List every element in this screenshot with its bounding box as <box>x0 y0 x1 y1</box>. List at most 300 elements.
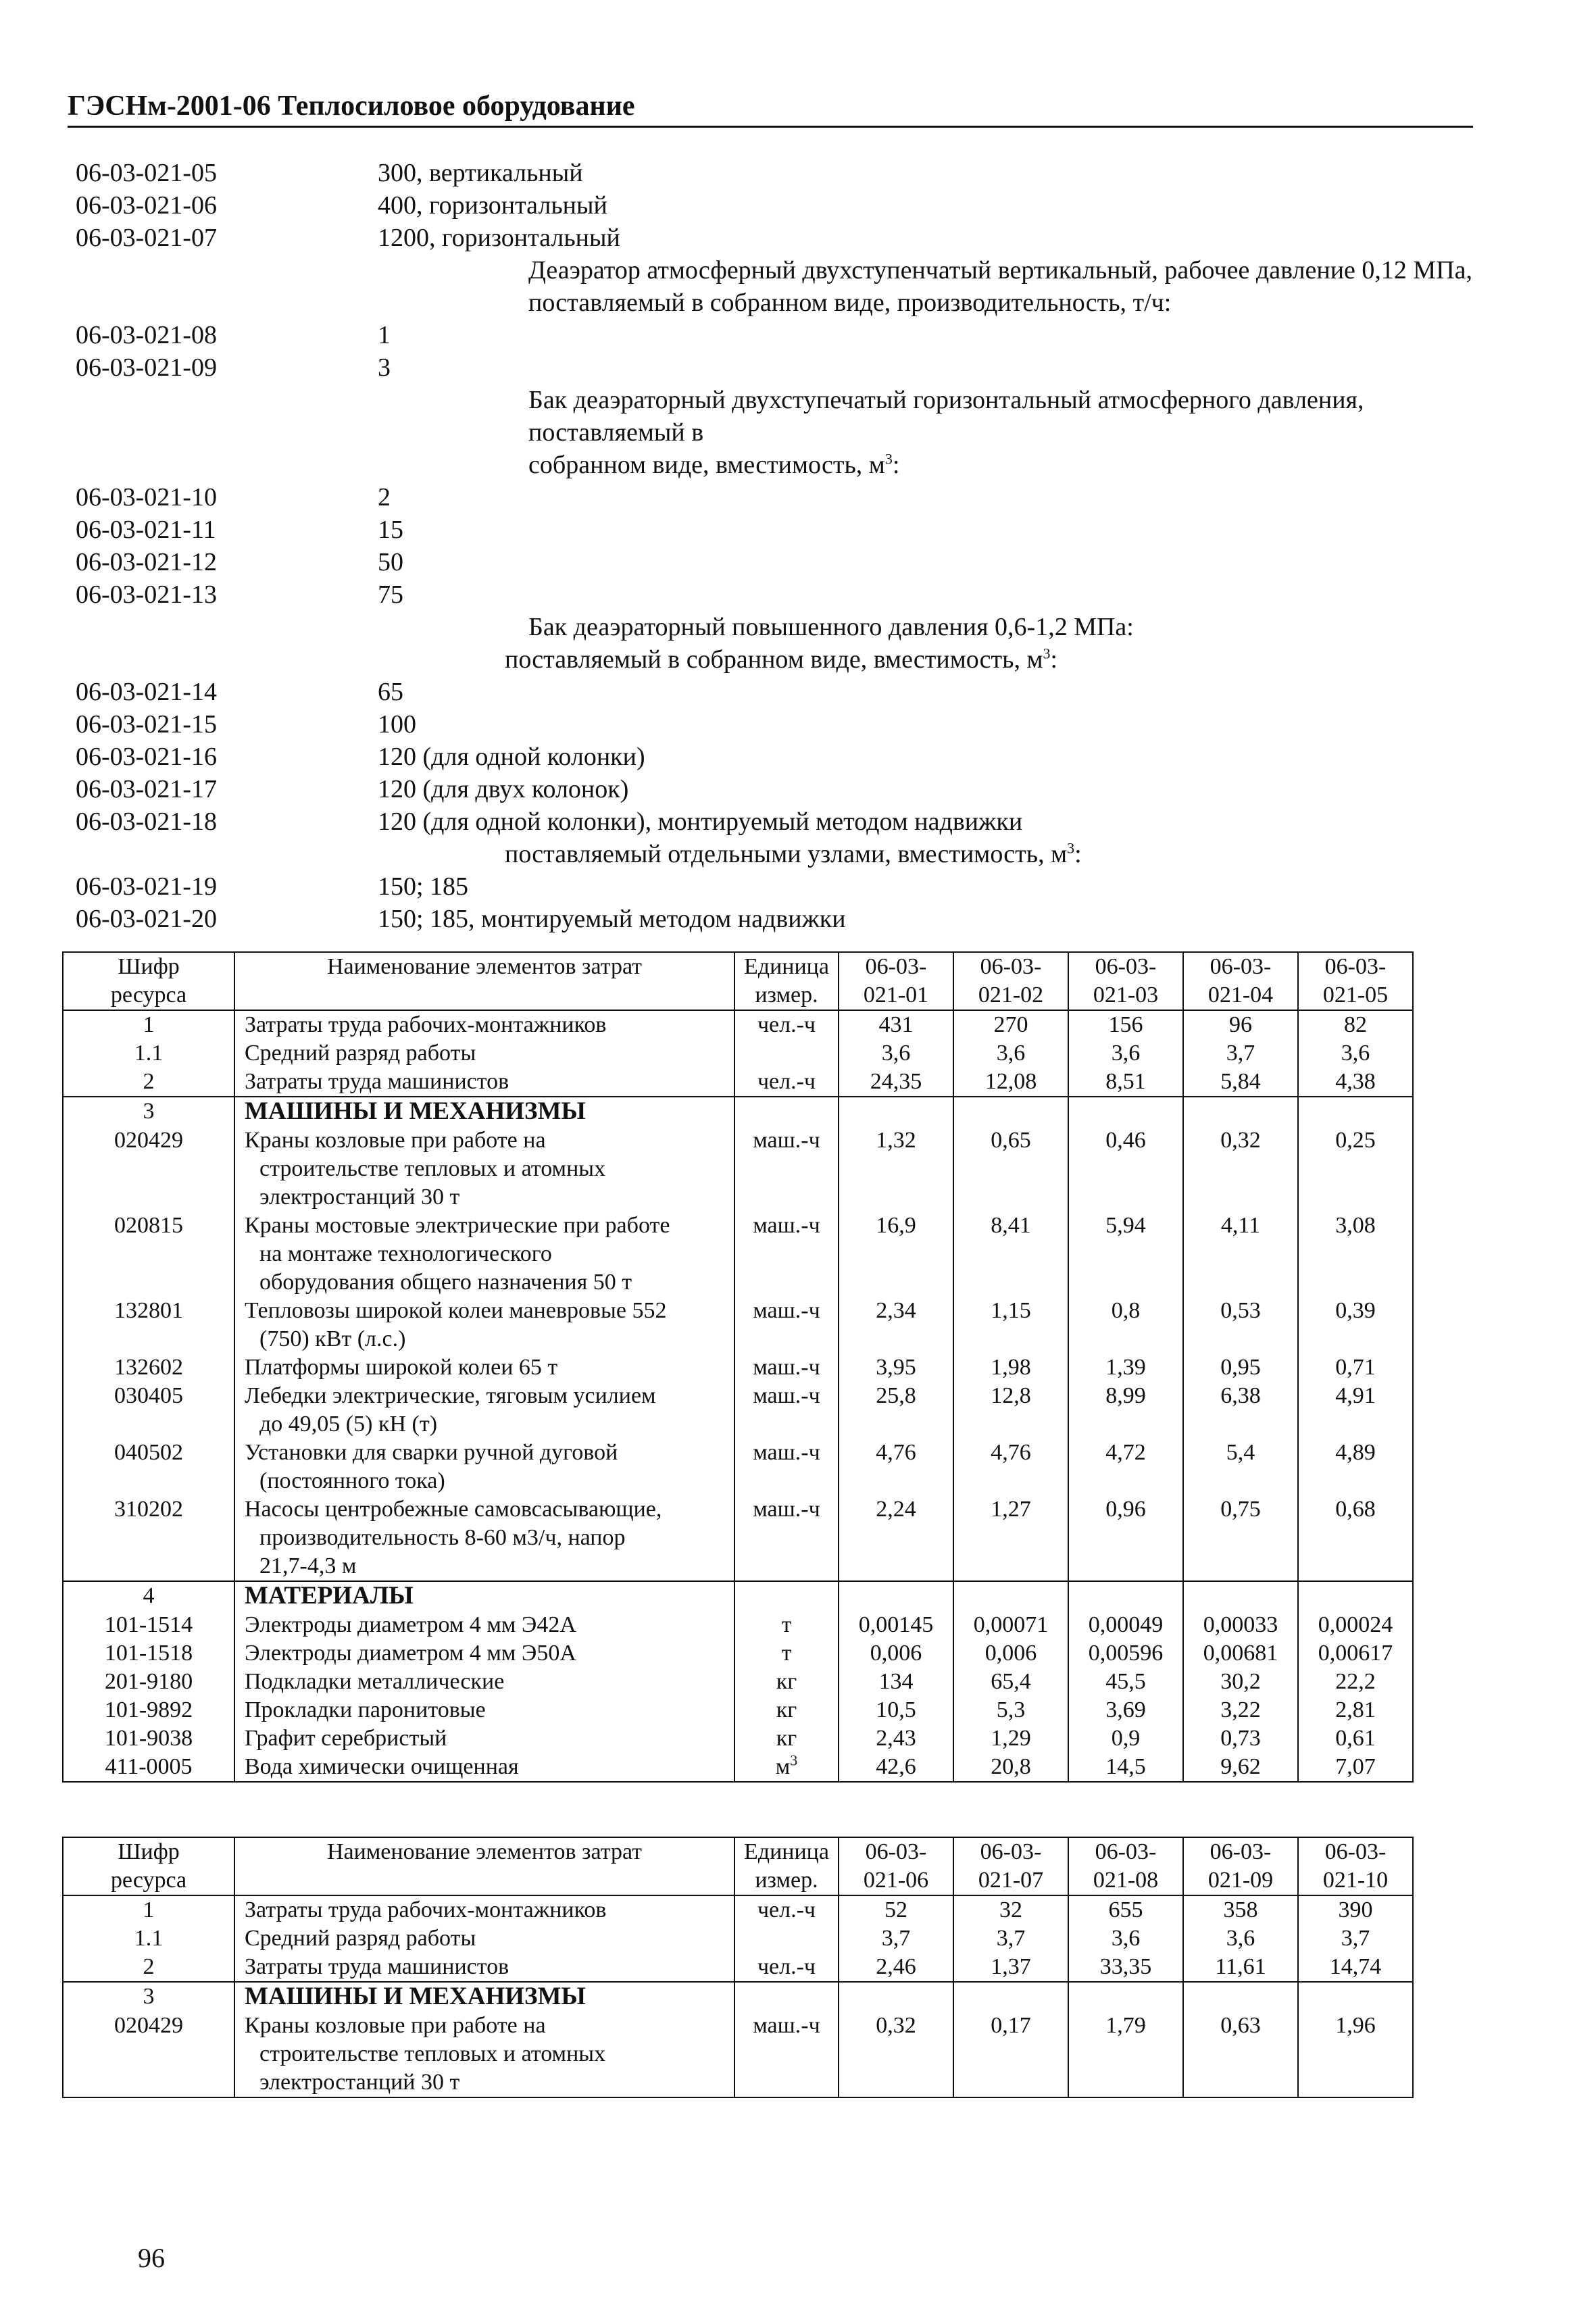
row-value <box>953 1724 1068 1753</box>
row-name <box>234 1382 734 1439</box>
row-value <box>1068 1668 1183 1696</box>
item-text-main: 120 (для одной колонки), монтируемый методом надвижки <box>378 807 1023 836</box>
row-value <box>839 1039 953 1068</box>
row-value-text: 2,43 <box>876 1726 916 1751</box>
item-code <box>76 838 302 870</box>
row-value-text: 7,07 <box>1335 1754 1376 1779</box>
header-unit-line2: измер. <box>755 1868 818 1893</box>
row-value <box>1183 1212 1298 1297</box>
row-value <box>1183 1353 1298 1382</box>
row-unit-text: чел.-ч <box>757 1897 816 1922</box>
row-name <box>234 1297 734 1353</box>
row-value <box>1068 1439 1183 1495</box>
row-value-text: 156 <box>1108 1012 1143 1037</box>
row-unit-text: т <box>781 1641 792 1666</box>
list-item <box>76 708 1495 741</box>
row-value-text: 0,39 <box>1335 1298 1376 1323</box>
row-value <box>953 1982 1068 2012</box>
row-value-text: 1,32 <box>876 1128 916 1153</box>
list-item <box>76 157 1495 189</box>
row-name-line: МАШИНЫ И МЕХАНИЗМЫ <box>245 1097 586 1125</box>
row-name <box>234 1039 734 1068</box>
row-value <box>839 1753 953 1782</box>
row-unit-text: маш.-ч <box>753 2013 820 2038</box>
row-name <box>234 1953 734 1982</box>
item-code: 06-03-021-10 <box>76 483 217 512</box>
header-name: Наименование элементов затрат <box>234 952 734 1010</box>
row-value-text: 0,96 <box>1105 1497 1146 1522</box>
row-value-text: 42,6 <box>876 1754 916 1779</box>
row-value <box>1298 1126 1413 1212</box>
row-name-line: производительность 8-60 м3/ч, напор <box>259 1525 626 1550</box>
row-value <box>1068 1611 1183 1639</box>
row-name-line: строительстве тепловых и атомных <box>259 1156 606 1181</box>
row-name <box>234 1924 734 1953</box>
page-number: 96 <box>138 2243 165 2273</box>
row-name-line: Вода химически очищенная <box>245 1754 519 1779</box>
row-value-text: 0,73 <box>1220 1726 1261 1751</box>
table-row <box>63 1039 1413 1068</box>
row-value <box>1298 1097 1413 1126</box>
row-value-text: 4,76 <box>991 1440 1031 1465</box>
row-value <box>839 1724 953 1753</box>
row-value <box>1183 1924 1298 1953</box>
row-name <box>234 1639 734 1668</box>
row-value-text: 16,9 <box>876 1213 916 1238</box>
row-unit-text: чел.-ч <box>757 1012 816 1037</box>
row-code: 2 <box>63 1068 234 1097</box>
row-code: 132801 <box>63 1297 234 1353</box>
row-name <box>234 1581 734 1611</box>
item-sup: 3 <box>1067 839 1075 857</box>
row-value <box>839 1126 953 1212</box>
row-unit-text: м <box>775 1754 791 1779</box>
row-value-text: 0,95 <box>1220 1355 1261 1380</box>
row-name-line: (750) кВт (л.с.) <box>259 1326 406 1351</box>
item-text <box>302 643 1495 676</box>
row-value-text: 390 <box>1338 1897 1373 1922</box>
header-code-line1: Шифр <box>118 954 180 979</box>
list-item <box>76 319 1495 351</box>
item-text-main: 100 <box>378 710 416 739</box>
row-value <box>1183 1068 1298 1097</box>
row-value-text: 3,7 <box>1226 1041 1255 1066</box>
list-item <box>76 254 1495 287</box>
row-value <box>839 1097 953 1126</box>
row-unit <box>734 1353 839 1382</box>
item-text <box>302 222 1495 254</box>
row-unit <box>734 1668 839 1696</box>
row-value <box>1068 1297 1183 1353</box>
row-value <box>1183 1010 1298 1039</box>
row-value <box>1183 1126 1298 1212</box>
table-row <box>63 1753 1413 1782</box>
row-value <box>1068 1953 1183 1982</box>
item-text-main: 400, горизонтальный <box>378 191 607 220</box>
row-name <box>234 1010 734 1039</box>
row-value <box>953 1353 1068 1382</box>
list-item <box>76 222 1495 254</box>
row-code: 3 <box>63 1982 234 2012</box>
item-text <box>302 189 1495 222</box>
row-value-text: 82 <box>1344 1012 1367 1037</box>
row-value-text: 134 <box>878 1669 914 1694</box>
row-value-text: 52 <box>884 1897 907 1922</box>
row-value-text: 3,6 <box>1226 1926 1255 1951</box>
item-code: 06-03-021-06 <box>76 191 217 220</box>
table-row <box>63 1297 1413 1353</box>
table-row <box>63 1382 1413 1439</box>
row-code: 411-0005 <box>63 1753 234 1782</box>
table-row <box>63 1924 1413 1953</box>
item-text-main: Деаэратор атмосферный двухступенчатый вертикальный, рабочее давление 0,12 МПа, <box>528 256 1473 284</box>
row-name-line: Краны козловые при работе на <box>245 1128 546 1153</box>
row-value <box>1068 1126 1183 1212</box>
item-text-main: 1 <box>378 321 391 349</box>
row-value <box>1183 1724 1298 1753</box>
row-value-text: 0,71 <box>1335 1355 1376 1380</box>
row-name-line: Краны козловые при работе на <box>245 2013 546 2038</box>
row-value <box>839 1639 953 1668</box>
item-code: 06-03-021-05 <box>76 159 217 187</box>
row-name-line: Прокладки паронитовые <box>245 1697 486 1722</box>
row-value-text: 1,98 <box>991 1355 1031 1380</box>
header-col <box>1298 952 1413 1010</box>
row-unit <box>734 1953 839 1982</box>
row-value <box>1068 1495 1183 1581</box>
item-text-main: 3 <box>378 353 391 382</box>
item-text-main: 65 <box>378 678 403 706</box>
row-value <box>1298 1010 1413 1039</box>
row-value-text: 270 <box>993 1012 1028 1037</box>
table-row <box>63 1097 1413 1126</box>
row-unit-text: т <box>781 1612 792 1637</box>
row-value <box>1183 1611 1298 1639</box>
row-unit-text: кг <box>776 1697 797 1722</box>
row-name-line: строительстве тепловых и атомных <box>259 2041 606 2066</box>
row-value-text: 1,79 <box>1105 2013 1146 2038</box>
row-value <box>839 1924 953 1953</box>
row-value <box>1183 1895 1298 1924</box>
table-row <box>63 1439 1413 1495</box>
row-name-line: Затраты труда машинистов <box>245 1069 509 1094</box>
row-value-text: 2,24 <box>876 1497 916 1522</box>
row-code: 132602 <box>63 1353 234 1382</box>
row-name <box>234 1353 734 1382</box>
item-text <box>302 319 1495 351</box>
row-value-text: 4,89 <box>1335 1440 1376 1465</box>
row-value-text: 3,7 <box>1341 1926 1370 1951</box>
row-value-text: 0,61 <box>1335 1726 1376 1751</box>
item-text <box>302 676 1495 708</box>
row-value-text: 3,08 <box>1335 1213 1376 1238</box>
item-code <box>76 449 302 481</box>
row-value <box>1068 1639 1183 1668</box>
row-unit <box>734 1924 839 1953</box>
row-value-text: 65,4 <box>991 1669 1031 1694</box>
row-value-text: 30,2 <box>1220 1669 1261 1694</box>
row-value <box>1183 1382 1298 1439</box>
row-value-text: 4,11 <box>1220 1213 1261 1238</box>
item-text <box>302 481 1495 514</box>
row-value <box>953 1495 1068 1581</box>
list-item <box>76 449 1495 481</box>
item-sup: 3 <box>1043 645 1051 662</box>
header-col-line2: 021-07 <box>978 1868 1044 1893</box>
row-value <box>953 2012 1068 2097</box>
row-value <box>1298 1439 1413 1495</box>
table-row <box>63 1068 1413 1097</box>
row-value <box>1183 1495 1298 1581</box>
row-code: 1 <box>63 1010 234 1039</box>
row-value-text: 0,00596 <box>1088 1641 1164 1666</box>
header-col-line1: 06-03- <box>1095 1839 1157 1864</box>
row-name-line: на монтаже технологического <box>259 1241 552 1266</box>
item-text <box>302 838 1495 870</box>
list-item <box>76 514 1495 546</box>
row-value <box>1183 1639 1298 1668</box>
row-value-text: 0,00617 <box>1318 1641 1393 1666</box>
row-name <box>234 1668 734 1696</box>
header-name: Наименование элементов затрат <box>234 1837 734 1895</box>
item-code: 06-03-021-16 <box>76 743 217 771</box>
row-value-text: 1,37 <box>991 1954 1031 1979</box>
header-col-line1: 06-03- <box>1324 1839 1387 1864</box>
row-value <box>1183 1953 1298 1982</box>
row-code: 101-1518 <box>63 1639 234 1668</box>
row-value <box>1298 1212 1413 1297</box>
row-value-text: 655 <box>1108 1897 1143 1922</box>
row-value-text: 0,63 <box>1220 2013 1261 2038</box>
row-code: 040502 <box>63 1439 234 1495</box>
row-name-line: Лебедки электрические, тяговым усилием <box>245 1383 656 1408</box>
table-row <box>63 1982 1413 2012</box>
row-unit <box>734 1097 839 1126</box>
row-value-text: 0,68 <box>1335 1497 1376 1522</box>
row-value-text: 3,6 <box>996 1041 1026 1066</box>
row-value-text: 3,6 <box>1111 1041 1141 1066</box>
row-unit-text: маш.-ч <box>753 1440 820 1465</box>
item-text-main: 1200, горизонтальный <box>378 224 620 252</box>
row-unit <box>734 1611 839 1639</box>
header-col <box>953 952 1068 1010</box>
header-col-line1: 06-03- <box>980 954 1042 979</box>
row-name-line: Тепловозы широкой колеи маневровые 552 <box>245 1298 667 1323</box>
row-value <box>1298 1297 1413 1353</box>
item-text-main: 50 <box>378 548 403 576</box>
row-unit <box>734 1696 839 1724</box>
row-value <box>1298 1611 1413 1639</box>
row-value <box>1298 1724 1413 1753</box>
row-value <box>1068 1382 1183 1439</box>
row-value-text: 12,08 <box>984 1069 1037 1094</box>
row-unit-text: маш.-ч <box>753 1497 820 1522</box>
row-value <box>953 1010 1068 1039</box>
item-text-main: 120 (для одной колонки) <box>378 743 645 771</box>
row-value <box>953 1753 1068 1782</box>
row-value <box>839 1696 953 1724</box>
row-code: 030405 <box>63 1382 234 1439</box>
row-value-text: 0,00049 <box>1088 1612 1164 1637</box>
item-code <box>76 254 302 287</box>
header-unit-line2: измер. <box>755 982 818 1007</box>
row-value <box>953 1297 1068 1353</box>
row-code: 310202 <box>63 1495 234 1581</box>
row-value-text: 22,2 <box>1335 1669 1376 1694</box>
header-col <box>1068 1837 1183 1895</box>
row-value <box>1298 1953 1413 1982</box>
row-code: 020429 <box>63 1126 234 1212</box>
row-unit <box>734 1039 839 1068</box>
item-text <box>302 514 1495 546</box>
list-item <box>76 481 1495 514</box>
item-code: 06-03-021-09 <box>76 353 217 382</box>
table-row <box>63 1126 1413 1212</box>
list-item <box>76 643 1495 676</box>
header-col-line1: 06-03- <box>980 1839 1042 1864</box>
row-value <box>1298 1382 1413 1439</box>
row-value-text: 0,9 <box>1111 1726 1141 1751</box>
item-text <box>302 578 1495 611</box>
item-text-main: 150; 185 <box>378 872 469 901</box>
table-row <box>63 1639 1413 1668</box>
row-value-text: 0,32 <box>876 2013 916 2038</box>
header-col-line2: 021-04 <box>1207 982 1274 1007</box>
row-value <box>1068 1212 1183 1297</box>
header-col-line2: 021-01 <box>863 982 929 1007</box>
list-item <box>76 741 1495 773</box>
row-value-text: 96 <box>1229 1012 1252 1037</box>
table-row <box>63 1495 1413 1581</box>
row-value <box>1183 1668 1298 1696</box>
item-after: : <box>1050 645 1058 674</box>
row-value <box>1298 1982 1413 2012</box>
row-value <box>1068 1097 1183 1126</box>
row-value-text: 3,7 <box>881 1926 911 1951</box>
header-col <box>953 1837 1068 1895</box>
row-unit-text: маш.-ч <box>753 1383 820 1408</box>
row-unit <box>734 1895 839 1924</box>
row-value-text: 2,46 <box>876 1954 916 1979</box>
item-text <box>302 903 1495 935</box>
row-unit <box>734 1126 839 1212</box>
row-name-line: Затраты труда машинистов <box>245 1954 509 1979</box>
row-value <box>953 1611 1068 1639</box>
row-code: 020815 <box>63 1212 234 1297</box>
header-col <box>1068 952 1183 1010</box>
row-value <box>953 1639 1068 1668</box>
item-text-main: 300, вертикальный <box>378 159 583 187</box>
list-item <box>76 546 1495 578</box>
row-name-line: Затраты труда рабочих-монтажников <box>245 1012 607 1037</box>
item-code <box>76 384 302 449</box>
row-name <box>234 1724 734 1753</box>
item-code: 06-03-021-14 <box>76 678 217 706</box>
item-text-main: Бак деаэраторный двухступечатый горизонтальный атмосферного давления, поставляемый в <box>528 386 1364 447</box>
row-value <box>1183 1982 1298 2012</box>
table-row <box>63 1668 1413 1696</box>
row-value <box>953 1097 1068 1126</box>
list-item <box>76 384 1495 449</box>
row-value-text: 0,25 <box>1335 1128 1376 1153</box>
row-unit <box>734 1212 839 1297</box>
row-value <box>1068 1724 1183 1753</box>
item-text-main: поставляемый в собранном виде, производительность, т/ч: <box>528 289 1172 317</box>
header-col-line2: 021-02 <box>978 982 1044 1007</box>
row-code: 020429 <box>63 2012 234 2097</box>
row-name <box>234 1611 734 1639</box>
item-code: 06-03-021-13 <box>76 580 217 609</box>
row-name-line: 21,7-4,3 м <box>259 1553 357 1578</box>
header-col <box>839 952 953 1010</box>
row-value-text: 431 <box>878 1012 914 1037</box>
row-value-text: 0,006 <box>870 1641 922 1666</box>
row-unit-sup: 3 <box>790 1751 798 1769</box>
row-value-text: 8,51 <box>1105 1069 1146 1094</box>
item-text-main: 75 <box>378 580 403 609</box>
row-value <box>839 1982 953 2012</box>
item-code: 06-03-021-07 <box>76 224 217 252</box>
row-name-line: МАШИНЫ И МЕХАНИЗМЫ <box>245 1983 586 2010</box>
item-text-main: 2 <box>378 483 391 512</box>
row-code: 1.1 <box>63 1039 234 1068</box>
item-text-main: 120 (для двух колонок) <box>378 775 629 803</box>
row-value-text: 1,27 <box>991 1497 1031 1522</box>
header-col <box>1183 952 1298 1010</box>
row-value <box>839 1668 953 1696</box>
row-unit <box>734 1724 839 1753</box>
header-col-line2: 021-10 <box>1322 1868 1389 1893</box>
row-value <box>839 1010 953 1039</box>
row-name <box>234 1068 734 1097</box>
row-value <box>953 1212 1068 1297</box>
row-value <box>953 1068 1068 1097</box>
item-code: 06-03-021-08 <box>76 321 217 349</box>
table-row <box>63 1724 1413 1753</box>
row-name <box>234 1439 734 1495</box>
row-value-text: 14,5 <box>1105 1754 1146 1779</box>
row-value-text: 0,17 <box>991 2013 1031 2038</box>
row-value-text: 6,38 <box>1220 1383 1261 1408</box>
row-name-line: (постоянного тока) <box>259 1468 445 1493</box>
item-text <box>302 611 1495 643</box>
row-value-text: 11,61 <box>1215 1954 1266 1979</box>
row-value <box>1298 1353 1413 1382</box>
item-code <box>76 287 302 319</box>
row-value-text: 32 <box>999 1897 1022 1922</box>
row-value <box>1183 2012 1298 2097</box>
header-row <box>63 1837 1413 1895</box>
row-value-text: 3,69 <box>1105 1697 1146 1722</box>
row-name-line: электростанций 30 т <box>259 1185 460 1210</box>
header-col-line1: 06-03- <box>865 1839 927 1864</box>
header-code-line2: ресурса <box>110 982 187 1007</box>
item-text <box>302 870 1495 903</box>
row-value-text: 0,00681 <box>1203 1641 1278 1666</box>
item-code <box>76 643 302 676</box>
row-value-text: 33,35 <box>1099 1954 1152 1979</box>
row-name-line: Средний разряд работы <box>245 1041 476 1066</box>
list-item <box>76 773 1495 805</box>
row-name <box>234 1895 734 1924</box>
row-code: 1.1 <box>63 1924 234 1953</box>
row-value <box>1298 1039 1413 1068</box>
table-row <box>63 1581 1413 1611</box>
row-value <box>839 1895 953 1924</box>
row-value <box>1068 1924 1183 1953</box>
row-value-text: 3,22 <box>1220 1697 1261 1722</box>
row-value-text: 3,95 <box>876 1355 916 1380</box>
